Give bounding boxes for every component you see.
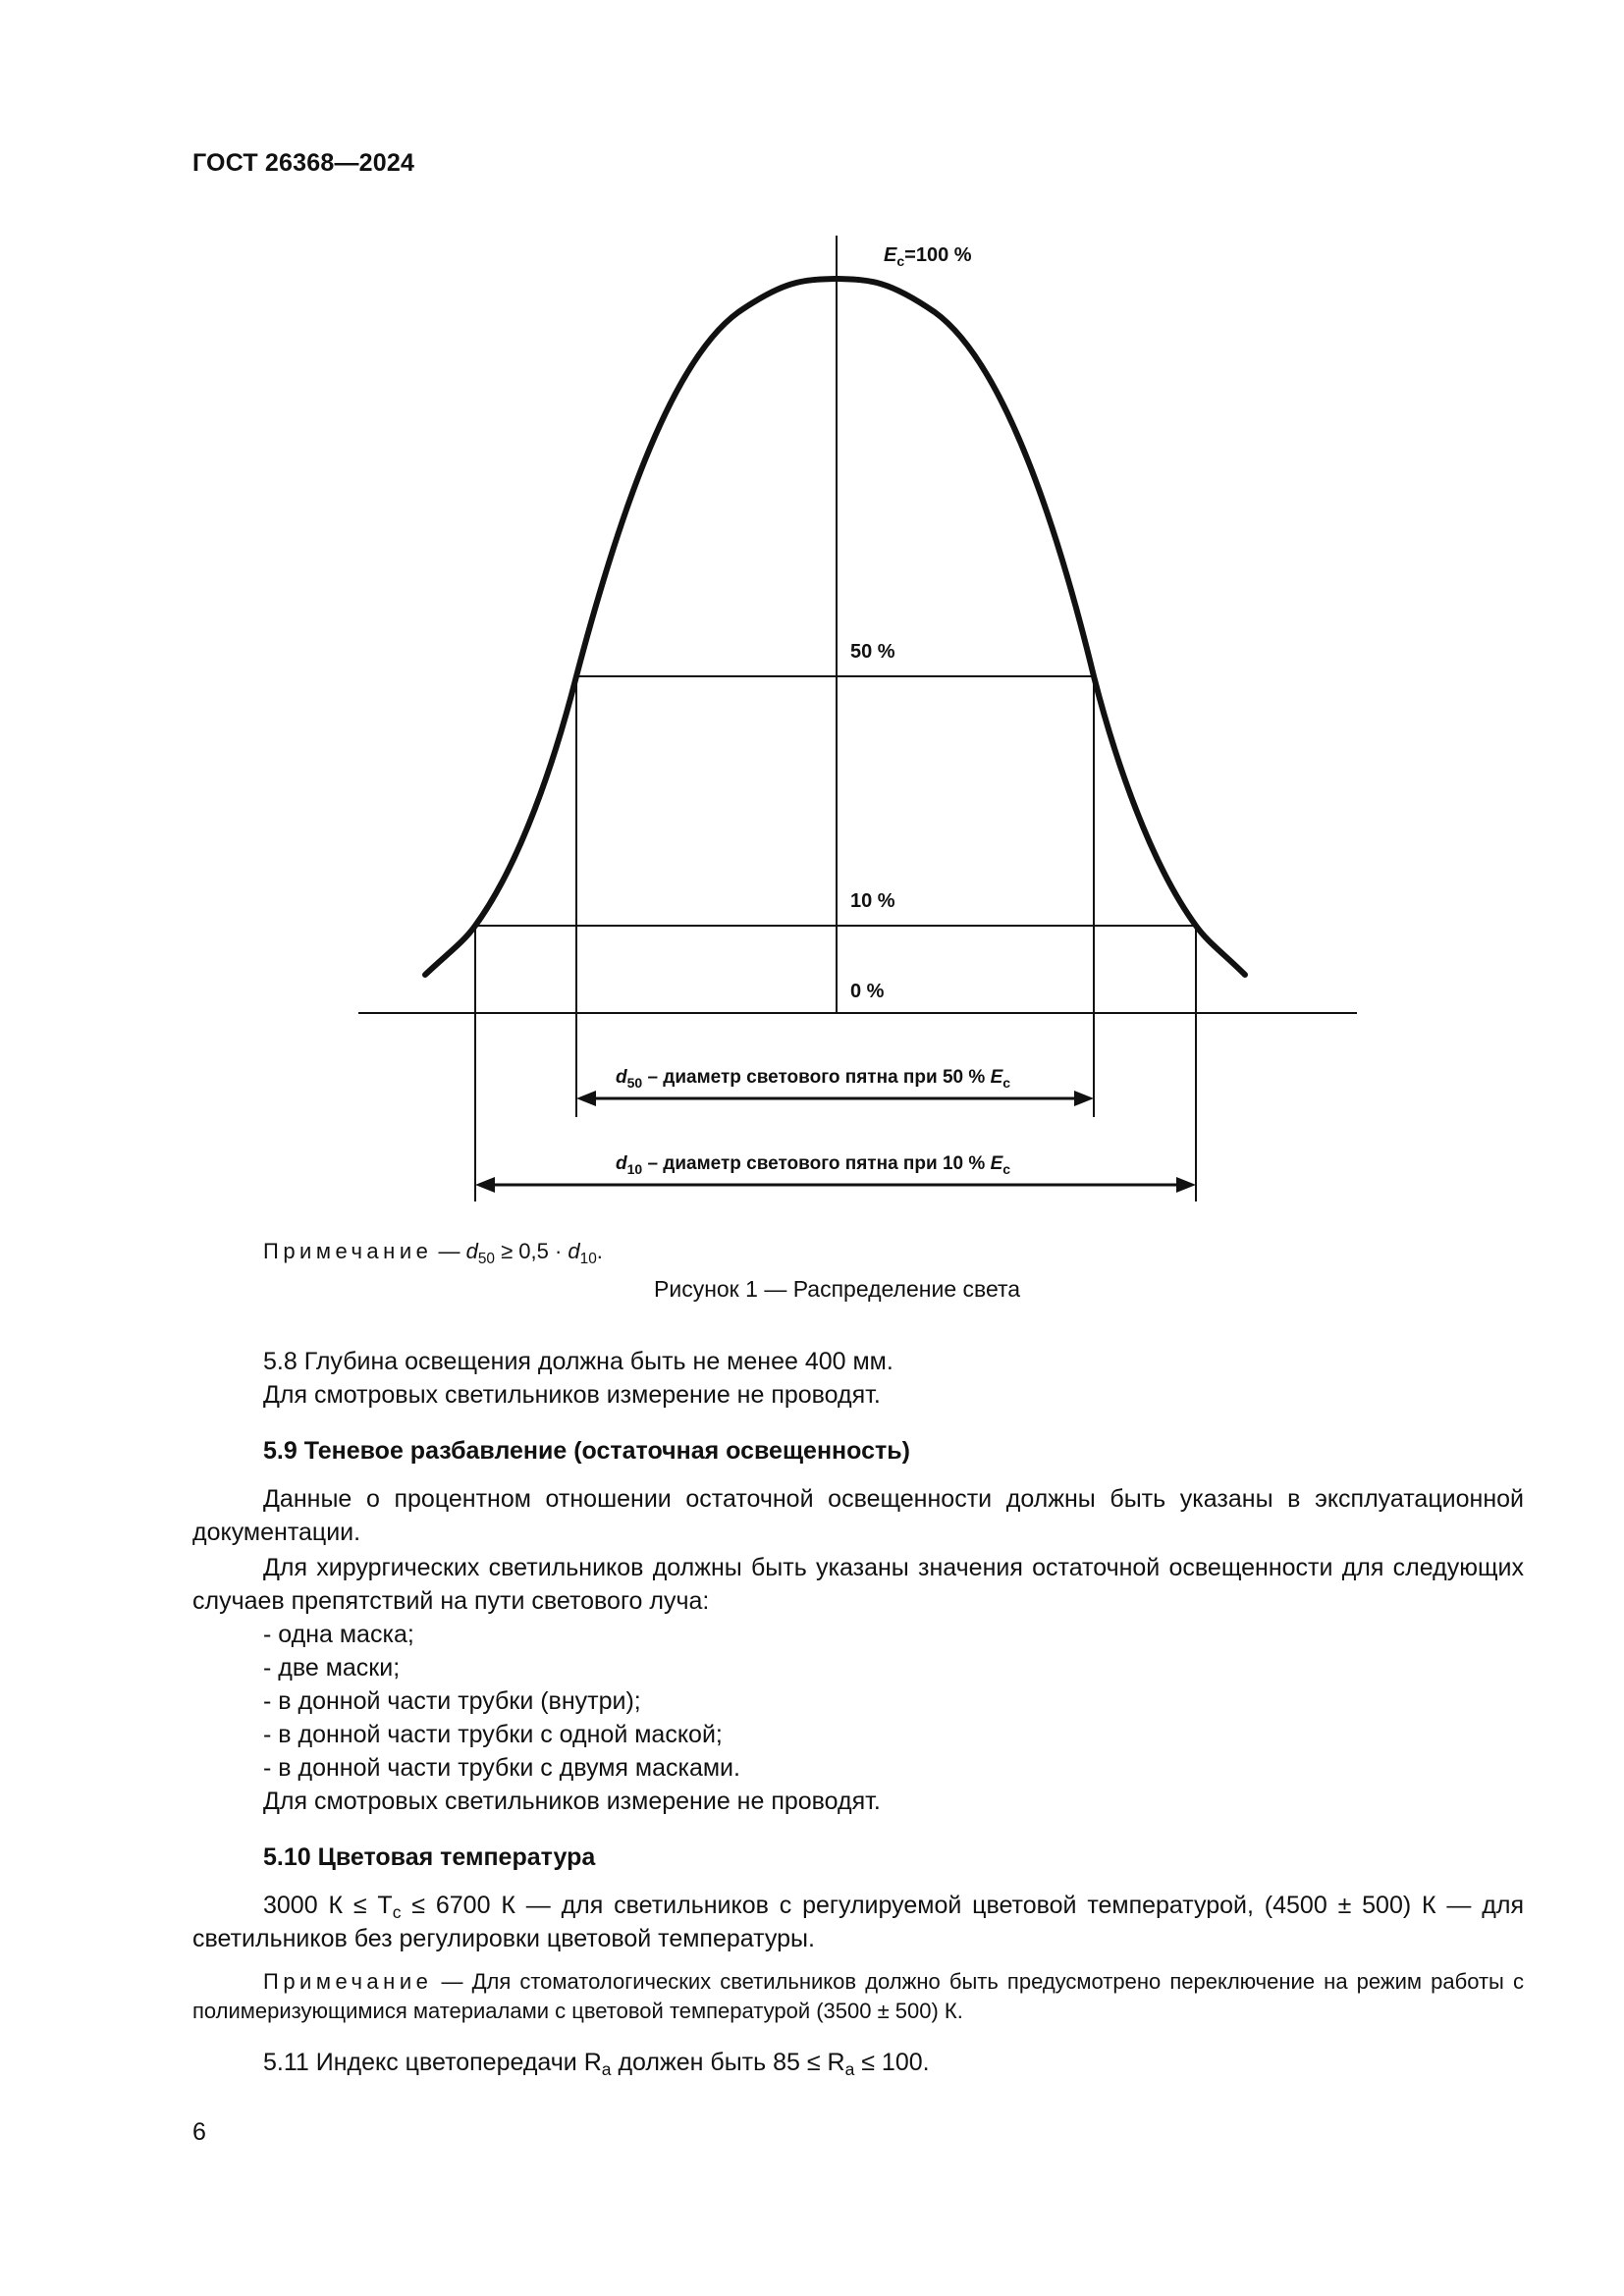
s59-heading: 5.9 Теневое разбавление (остаточная освещенность) xyxy=(263,1437,910,1465)
list-item: - в донной части трубки с одной маской; xyxy=(263,1721,723,1748)
figure-note-label: Примечание xyxy=(263,1239,433,1263)
page-number: 6 xyxy=(192,2118,206,2146)
level-0-label: 0 % xyxy=(850,981,885,1002)
s58-line1: 5.8 Глубина освещения должна быть не менее 400 мм. xyxy=(263,1348,893,1375)
s59-paragraph-3: Для смотровых светильников измерение не проводят. xyxy=(263,1788,881,1815)
d10-label: $d_{10}$ – диаметр светового пятна при 10 % $E_c$ xyxy=(616,1153,1011,1177)
s511-line: 5.11 Индекс цветопередачи $R_a$ должен быть $85 \le R_a \le 100$. xyxy=(263,2049,930,2079)
list-item: - одна маска; xyxy=(263,1621,414,1648)
d50-arrow-left xyxy=(576,1091,596,1106)
level-50-label: 50 % xyxy=(850,641,895,663)
s510-note-label: Примечание xyxy=(263,1969,433,1994)
s59-paragraph-2: Для хирургических светильников должны быть указаны значения остаточной освещенности для следующих случаев препятствий на пути светового луча: xyxy=(192,1554,1524,1615)
s510-note: Примечание — Для стоматологических светильников должно быть предусмотрено переключение на режим работы с полимеризующимися материалами с цветовой температурой (3500 ± 500) К. xyxy=(192,1969,1524,2023)
s58-line2: Для смотровых светильников измерение не проводят. xyxy=(263,1381,881,1409)
s59-paragraph-1: Данные о процентном отношении остаточной освещенности должны быть указаны в эксплуатационной документации. xyxy=(192,1485,1524,1546)
s510-paragraph: 3000 $К \le T_c \le 6700$ К — для светильников с регулируемой цветовой температурой, (4500 ± 500) К — для светильников без регулировки цветовой температуры. xyxy=(192,1892,1524,1952)
d50-arrow-right xyxy=(1074,1091,1094,1106)
list-item: - в донной части трубки с двумя масками. xyxy=(263,1754,740,1782)
d10-arrow-left xyxy=(475,1177,495,1193)
distribution-curve xyxy=(425,279,1245,975)
d10-arrow-right xyxy=(1176,1177,1196,1193)
figure-note: Примечание — $d_{50} \ge 0,5 \cdot d_{10}$. xyxy=(263,1239,603,1267)
d50-label: $d_{50}$ – диаметр светового пятна при 50 % $E_c$ xyxy=(616,1067,1011,1091)
figure-caption: Рисунок 1 — Распределение света xyxy=(654,1276,1021,1302)
list-item: - две маски; xyxy=(263,1654,401,1682)
level-10-label: 10 % xyxy=(850,890,895,912)
s510-heading: 5.10 Цветовая температура xyxy=(263,1843,596,1871)
document-header: ГОСТ 26368—2024 xyxy=(192,149,415,177)
list-item: - в донной части трубки (внутри); xyxy=(263,1687,641,1715)
peak-label: $E_c=100$ % xyxy=(884,244,972,269)
